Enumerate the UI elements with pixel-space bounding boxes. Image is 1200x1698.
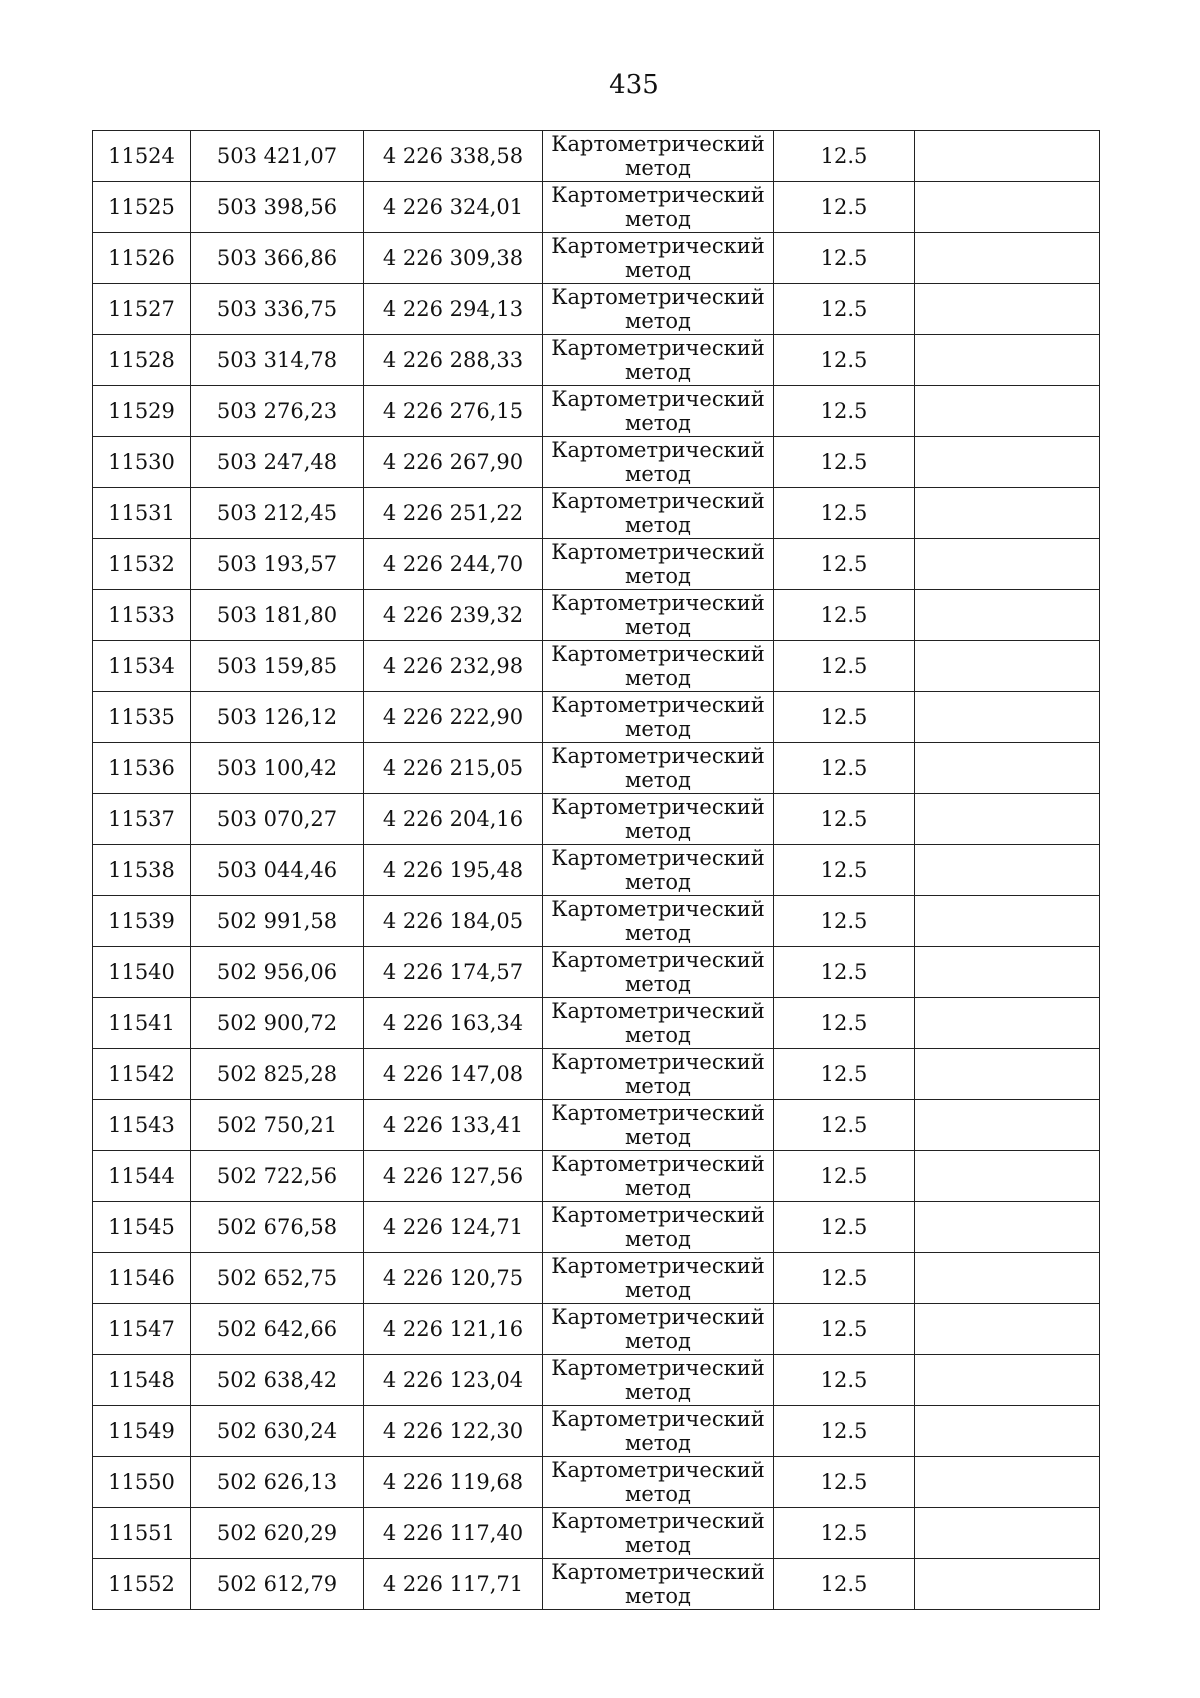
y-coordinate-cell: 4 226 232,98 [364, 641, 543, 692]
method-line-2: метод [625, 1482, 691, 1506]
x-coordinate-cell: 503 044,46 [191, 845, 364, 896]
x-coordinate-cell: 503 193,57 [191, 539, 364, 590]
note-cell [915, 1508, 1100, 1559]
precision-cell: 12.5 [774, 1151, 915, 1202]
note-cell [915, 1304, 1100, 1355]
method-cell [543, 1508, 774, 1559]
precision-cell: 12.5 [774, 1457, 915, 1508]
precision-cell: 12.5 [774, 182, 915, 233]
x-coordinate-cell: 502 676,58 [191, 1202, 364, 1253]
note-cell [915, 1202, 1100, 1253]
method-line-2: метод [625, 819, 691, 843]
precision-cell: 12.5 [774, 692, 915, 743]
precision-cell: 12.5 [774, 386, 915, 437]
point-number-cell: 11542 [93, 1049, 191, 1100]
y-coordinate-cell: 4 226 147,08 [364, 1049, 543, 1100]
y-coordinate-cell: 4 226 123,04 [364, 1355, 543, 1406]
x-coordinate-cell: 502 642,66 [191, 1304, 364, 1355]
y-coordinate-cell: 4 226 239,32 [364, 590, 543, 641]
point-number-cell: 11530 [93, 437, 191, 488]
point-number-cell: 11551 [93, 1508, 191, 1559]
precision-cell: 12.5 [774, 1508, 915, 1559]
point-number-cell: 11526 [93, 233, 191, 284]
note-cell [915, 1457, 1100, 1508]
precision-cell: 12.5 [774, 641, 915, 692]
precision-cell: 12.5 [774, 1406, 915, 1457]
method-line-2: метод [625, 156, 691, 180]
x-coordinate-cell: 503 366,86 [191, 233, 364, 284]
table-row [93, 641, 1100, 692]
method-line-1: Картометрический [551, 387, 765, 411]
point-number-cell: 11527 [93, 284, 191, 335]
x-coordinate-cell: 503 336,75 [191, 284, 364, 335]
y-coordinate-cell: 4 226 276,15 [364, 386, 543, 437]
y-coordinate-cell: 4 226 251,22 [364, 488, 543, 539]
x-coordinate-cell: 502 722,56 [191, 1151, 364, 1202]
method-line-1: Картометрический [551, 1458, 765, 1482]
y-coordinate-cell: 4 226 215,05 [364, 743, 543, 794]
method-line-1: Картометрический [551, 1407, 765, 1431]
note-cell [915, 1100, 1100, 1151]
point-number-cell: 11533 [93, 590, 191, 641]
method-line-1: Картометрический [551, 540, 765, 564]
method-cell [543, 794, 774, 845]
y-coordinate-cell: 4 226 120,75 [364, 1253, 543, 1304]
note-cell [915, 488, 1100, 539]
table-row [93, 1304, 1100, 1355]
method-line-2: метод [625, 411, 691, 435]
y-coordinate-cell: 4 226 133,41 [364, 1100, 543, 1151]
point-number-cell: 11541 [93, 998, 191, 1049]
method-cell [543, 131, 774, 182]
table-row [93, 998, 1100, 1049]
method-cell [543, 590, 774, 641]
y-coordinate-cell: 4 226 117,40 [364, 1508, 543, 1559]
table-row [93, 590, 1100, 641]
table-row [93, 182, 1100, 233]
method-line-2: метод [625, 1329, 691, 1353]
table-row [93, 488, 1100, 539]
note-cell [915, 998, 1100, 1049]
method-line-1: Картометрический [551, 234, 765, 258]
precision-cell: 12.5 [774, 743, 915, 794]
method-line-2: метод [625, 1584, 691, 1608]
method-line-2: метод [625, 1380, 691, 1404]
method-line-2: метод [625, 615, 691, 639]
x-coordinate-cell: 502 825,28 [191, 1049, 364, 1100]
table-row [93, 1355, 1100, 1406]
note-cell [915, 590, 1100, 641]
note-cell [915, 182, 1100, 233]
method-line-1: Картометрический [551, 1560, 765, 1584]
point-number-cell: 11540 [93, 947, 191, 998]
method-line-2: метод [625, 717, 691, 741]
y-coordinate-cell: 4 226 338,58 [364, 131, 543, 182]
x-coordinate-cell: 503 070,27 [191, 794, 364, 845]
note-cell [915, 743, 1100, 794]
y-coordinate-cell: 4 226 288,33 [364, 335, 543, 386]
y-coordinate-cell: 4 226 163,34 [364, 998, 543, 1049]
note-cell [915, 233, 1100, 284]
x-coordinate-cell: 502 620,29 [191, 1508, 364, 1559]
method-line-1: Картометрический [551, 897, 765, 921]
precision-cell: 12.5 [774, 488, 915, 539]
x-coordinate-cell: 503 159,85 [191, 641, 364, 692]
method-cell [543, 692, 774, 743]
point-number-cell: 11545 [93, 1202, 191, 1253]
point-number-cell: 11529 [93, 386, 191, 437]
precision-cell: 12.5 [774, 590, 915, 641]
point-number-cell: 11528 [93, 335, 191, 386]
method-cell [543, 641, 774, 692]
method-cell [543, 539, 774, 590]
method-line-1: Картометрический [551, 795, 765, 819]
method-line-1: Картометрический [551, 1509, 765, 1533]
x-coordinate-cell: 503 421,07 [191, 131, 364, 182]
precision-cell: 12.5 [774, 233, 915, 284]
method-line-1: Картометрический [551, 183, 765, 207]
method-cell [543, 1355, 774, 1406]
precision-cell: 12.5 [774, 131, 915, 182]
point-number-cell: 11543 [93, 1100, 191, 1151]
method-line-1: Картометрический [551, 489, 765, 513]
method-line-2: метод [625, 972, 691, 996]
method-line-1: Картометрический [551, 744, 765, 768]
note-cell [915, 794, 1100, 845]
precision-cell: 12.5 [774, 896, 915, 947]
method-cell [543, 335, 774, 386]
point-number-cell: 11539 [93, 896, 191, 947]
method-line-1: Картометрический [551, 999, 765, 1023]
x-coordinate-cell: 502 956,06 [191, 947, 364, 998]
x-coordinate-cell: 503 314,78 [191, 335, 364, 386]
method-line-1: Картометрический [551, 591, 765, 615]
method-line-2: метод [625, 1125, 691, 1149]
y-coordinate-cell: 4 226 294,13 [364, 284, 543, 335]
point-number-cell: 11544 [93, 1151, 191, 1202]
y-coordinate-cell: 4 226 119,68 [364, 1457, 543, 1508]
point-number-cell: 11531 [93, 488, 191, 539]
table-row [93, 1457, 1100, 1508]
x-coordinate-cell: 503 212,45 [191, 488, 364, 539]
table-row [93, 692, 1100, 743]
y-coordinate-cell: 4 226 127,56 [364, 1151, 543, 1202]
precision-cell: 12.5 [774, 998, 915, 1049]
precision-cell: 12.5 [774, 1355, 915, 1406]
method-line-2: метод [625, 870, 691, 894]
note-cell [915, 641, 1100, 692]
method-line-2: метод [625, 1023, 691, 1047]
y-coordinate-cell: 4 226 324,01 [364, 182, 543, 233]
y-coordinate-cell: 4 226 117,71 [364, 1559, 543, 1610]
x-coordinate-cell: 503 276,23 [191, 386, 364, 437]
method-line-2: метод [625, 564, 691, 588]
note-cell [915, 1151, 1100, 1202]
coordinates-table [92, 130, 1100, 1610]
method-cell [543, 182, 774, 233]
y-coordinate-cell: 4 226 124,71 [364, 1202, 543, 1253]
method-line-1: Картометрический [551, 1203, 765, 1227]
method-line-2: метод [625, 309, 691, 333]
method-line-1: Картометрический [551, 846, 765, 870]
note-cell [915, 284, 1100, 335]
method-line-1: Картометрический [551, 336, 765, 360]
precision-cell: 12.5 [774, 1202, 915, 1253]
y-coordinate-cell: 4 226 195,48 [364, 845, 543, 896]
point-number-cell: 11538 [93, 845, 191, 896]
precision-cell: 12.5 [774, 1049, 915, 1100]
table-row [93, 539, 1100, 590]
method-line-1: Картометрический [551, 132, 765, 156]
method-cell [543, 998, 774, 1049]
method-cell [543, 1559, 774, 1610]
table-row [93, 743, 1100, 794]
precision-cell: 12.5 [774, 845, 915, 896]
method-cell [543, 1049, 774, 1100]
method-line-1: Картометрический [551, 1050, 765, 1074]
table-row [93, 794, 1100, 845]
y-coordinate-cell: 4 226 122,30 [364, 1406, 543, 1457]
x-coordinate-cell: 502 612,79 [191, 1559, 364, 1610]
table-row [93, 1406, 1100, 1457]
note-cell [915, 947, 1100, 998]
method-line-2: метод [625, 207, 691, 231]
method-cell [543, 1457, 774, 1508]
point-number-cell: 11535 [93, 692, 191, 743]
table-row [93, 1508, 1100, 1559]
table-row [93, 1253, 1100, 1304]
table-row [93, 284, 1100, 335]
y-coordinate-cell: 4 226 222,90 [364, 692, 543, 743]
note-cell [915, 335, 1100, 386]
method-cell [543, 1406, 774, 1457]
point-number-cell: 11536 [93, 743, 191, 794]
x-coordinate-cell: 502 991,58 [191, 896, 364, 947]
method-line-2: метод [625, 666, 691, 690]
method-line-1: Картометрический [551, 1356, 765, 1380]
x-coordinate-cell: 502 630,24 [191, 1406, 364, 1457]
precision-cell: 12.5 [774, 437, 915, 488]
method-line-2: метод [625, 1176, 691, 1200]
y-coordinate-cell: 4 226 267,90 [364, 437, 543, 488]
y-coordinate-cell: 4 226 204,16 [364, 794, 543, 845]
method-line-2: метод [625, 1533, 691, 1557]
point-number-cell: 11525 [93, 182, 191, 233]
table-body [93, 131, 1100, 1610]
x-coordinate-cell: 502 750,21 [191, 1100, 364, 1151]
table-row [93, 1202, 1100, 1253]
x-coordinate-cell: 502 900,72 [191, 998, 364, 1049]
note-cell [915, 896, 1100, 947]
table-row [93, 233, 1100, 284]
x-coordinate-cell: 502 638,42 [191, 1355, 364, 1406]
y-coordinate-cell: 4 226 121,16 [364, 1304, 543, 1355]
note-cell [915, 437, 1100, 488]
point-number-cell: 11547 [93, 1304, 191, 1355]
method-line-2: метод [625, 1431, 691, 1455]
method-cell [543, 1100, 774, 1151]
table-row [93, 335, 1100, 386]
y-coordinate-cell: 4 226 244,70 [364, 539, 543, 590]
method-cell [543, 284, 774, 335]
method-cell [543, 896, 774, 947]
point-number-cell: 11524 [93, 131, 191, 182]
method-line-1: Картометрический [551, 1254, 765, 1278]
method-cell [543, 845, 774, 896]
method-cell [543, 743, 774, 794]
point-number-cell: 11552 [93, 1559, 191, 1610]
note-cell [915, 692, 1100, 743]
method-cell [543, 1304, 774, 1355]
method-line-1: Картометрический [551, 438, 765, 462]
x-coordinate-cell: 503 247,48 [191, 437, 364, 488]
method-cell [543, 233, 774, 284]
note-cell [915, 1559, 1100, 1610]
precision-cell: 12.5 [774, 1253, 915, 1304]
method-line-2: метод [625, 360, 691, 384]
table-row [93, 131, 1100, 182]
method-line-2: метод [625, 513, 691, 537]
method-line-1: Картометрический [551, 1305, 765, 1329]
point-number-cell: 11546 [93, 1253, 191, 1304]
x-coordinate-cell: 502 652,75 [191, 1253, 364, 1304]
method-line-2: метод [625, 1278, 691, 1302]
table-row [93, 1100, 1100, 1151]
note-cell [915, 539, 1100, 590]
note-cell [915, 1406, 1100, 1457]
method-line-1: Картометрический [551, 642, 765, 666]
point-number-cell: 11534 [93, 641, 191, 692]
y-coordinate-cell: 4 226 184,05 [364, 896, 543, 947]
table-row [93, 386, 1100, 437]
method-line-2: метод [625, 1227, 691, 1251]
note-cell [915, 1049, 1100, 1100]
method-line-1: Картометрический [551, 285, 765, 309]
x-coordinate-cell: 503 100,42 [191, 743, 364, 794]
table-row [93, 947, 1100, 998]
precision-cell: 12.5 [774, 335, 915, 386]
table-row [93, 1151, 1100, 1202]
x-coordinate-cell: 503 398,56 [191, 182, 364, 233]
method-line-1: Картометрический [551, 693, 765, 717]
precision-cell: 12.5 [774, 539, 915, 590]
method-line-1: Картометрический [551, 1101, 765, 1125]
x-coordinate-cell: 502 626,13 [191, 1457, 364, 1508]
method-line-2: метод [625, 1074, 691, 1098]
x-coordinate-cell: 503 126,12 [191, 692, 364, 743]
precision-cell: 12.5 [774, 1304, 915, 1355]
method-cell [543, 947, 774, 998]
method-line-1: Картометрический [551, 1152, 765, 1176]
page-number: 435 [609, 70, 659, 100]
table-row [93, 437, 1100, 488]
point-number-cell: 11549 [93, 1406, 191, 1457]
y-coordinate-cell: 4 226 309,38 [364, 233, 543, 284]
precision-cell: 12.5 [774, 1559, 915, 1610]
method-cell [543, 1202, 774, 1253]
note-cell [915, 1253, 1100, 1304]
method-cell [543, 488, 774, 539]
method-cell [543, 1151, 774, 1202]
table-row [93, 1559, 1100, 1610]
point-number-cell: 11548 [93, 1355, 191, 1406]
point-number-cell: 11550 [93, 1457, 191, 1508]
note-cell [915, 845, 1100, 896]
method-line-1: Картометрический [551, 948, 765, 972]
note-cell [915, 1355, 1100, 1406]
table-row [93, 845, 1100, 896]
method-line-2: метод [625, 462, 691, 486]
precision-cell: 12.5 [774, 794, 915, 845]
method-cell [543, 437, 774, 488]
y-coordinate-cell: 4 226 174,57 [364, 947, 543, 998]
note-cell [915, 131, 1100, 182]
precision-cell: 12.5 [774, 284, 915, 335]
point-number-cell: 11532 [93, 539, 191, 590]
x-coordinate-cell: 503 181,80 [191, 590, 364, 641]
note-cell [915, 386, 1100, 437]
method-line-2: метод [625, 921, 691, 945]
table-row [93, 1049, 1100, 1100]
method-cell [543, 386, 774, 437]
table-row [93, 896, 1100, 947]
method-line-2: метод [625, 258, 691, 282]
precision-cell: 12.5 [774, 947, 915, 998]
point-number-cell: 11537 [93, 794, 191, 845]
method-line-2: метод [625, 768, 691, 792]
method-cell [543, 1253, 774, 1304]
precision-cell: 12.5 [774, 1100, 915, 1151]
